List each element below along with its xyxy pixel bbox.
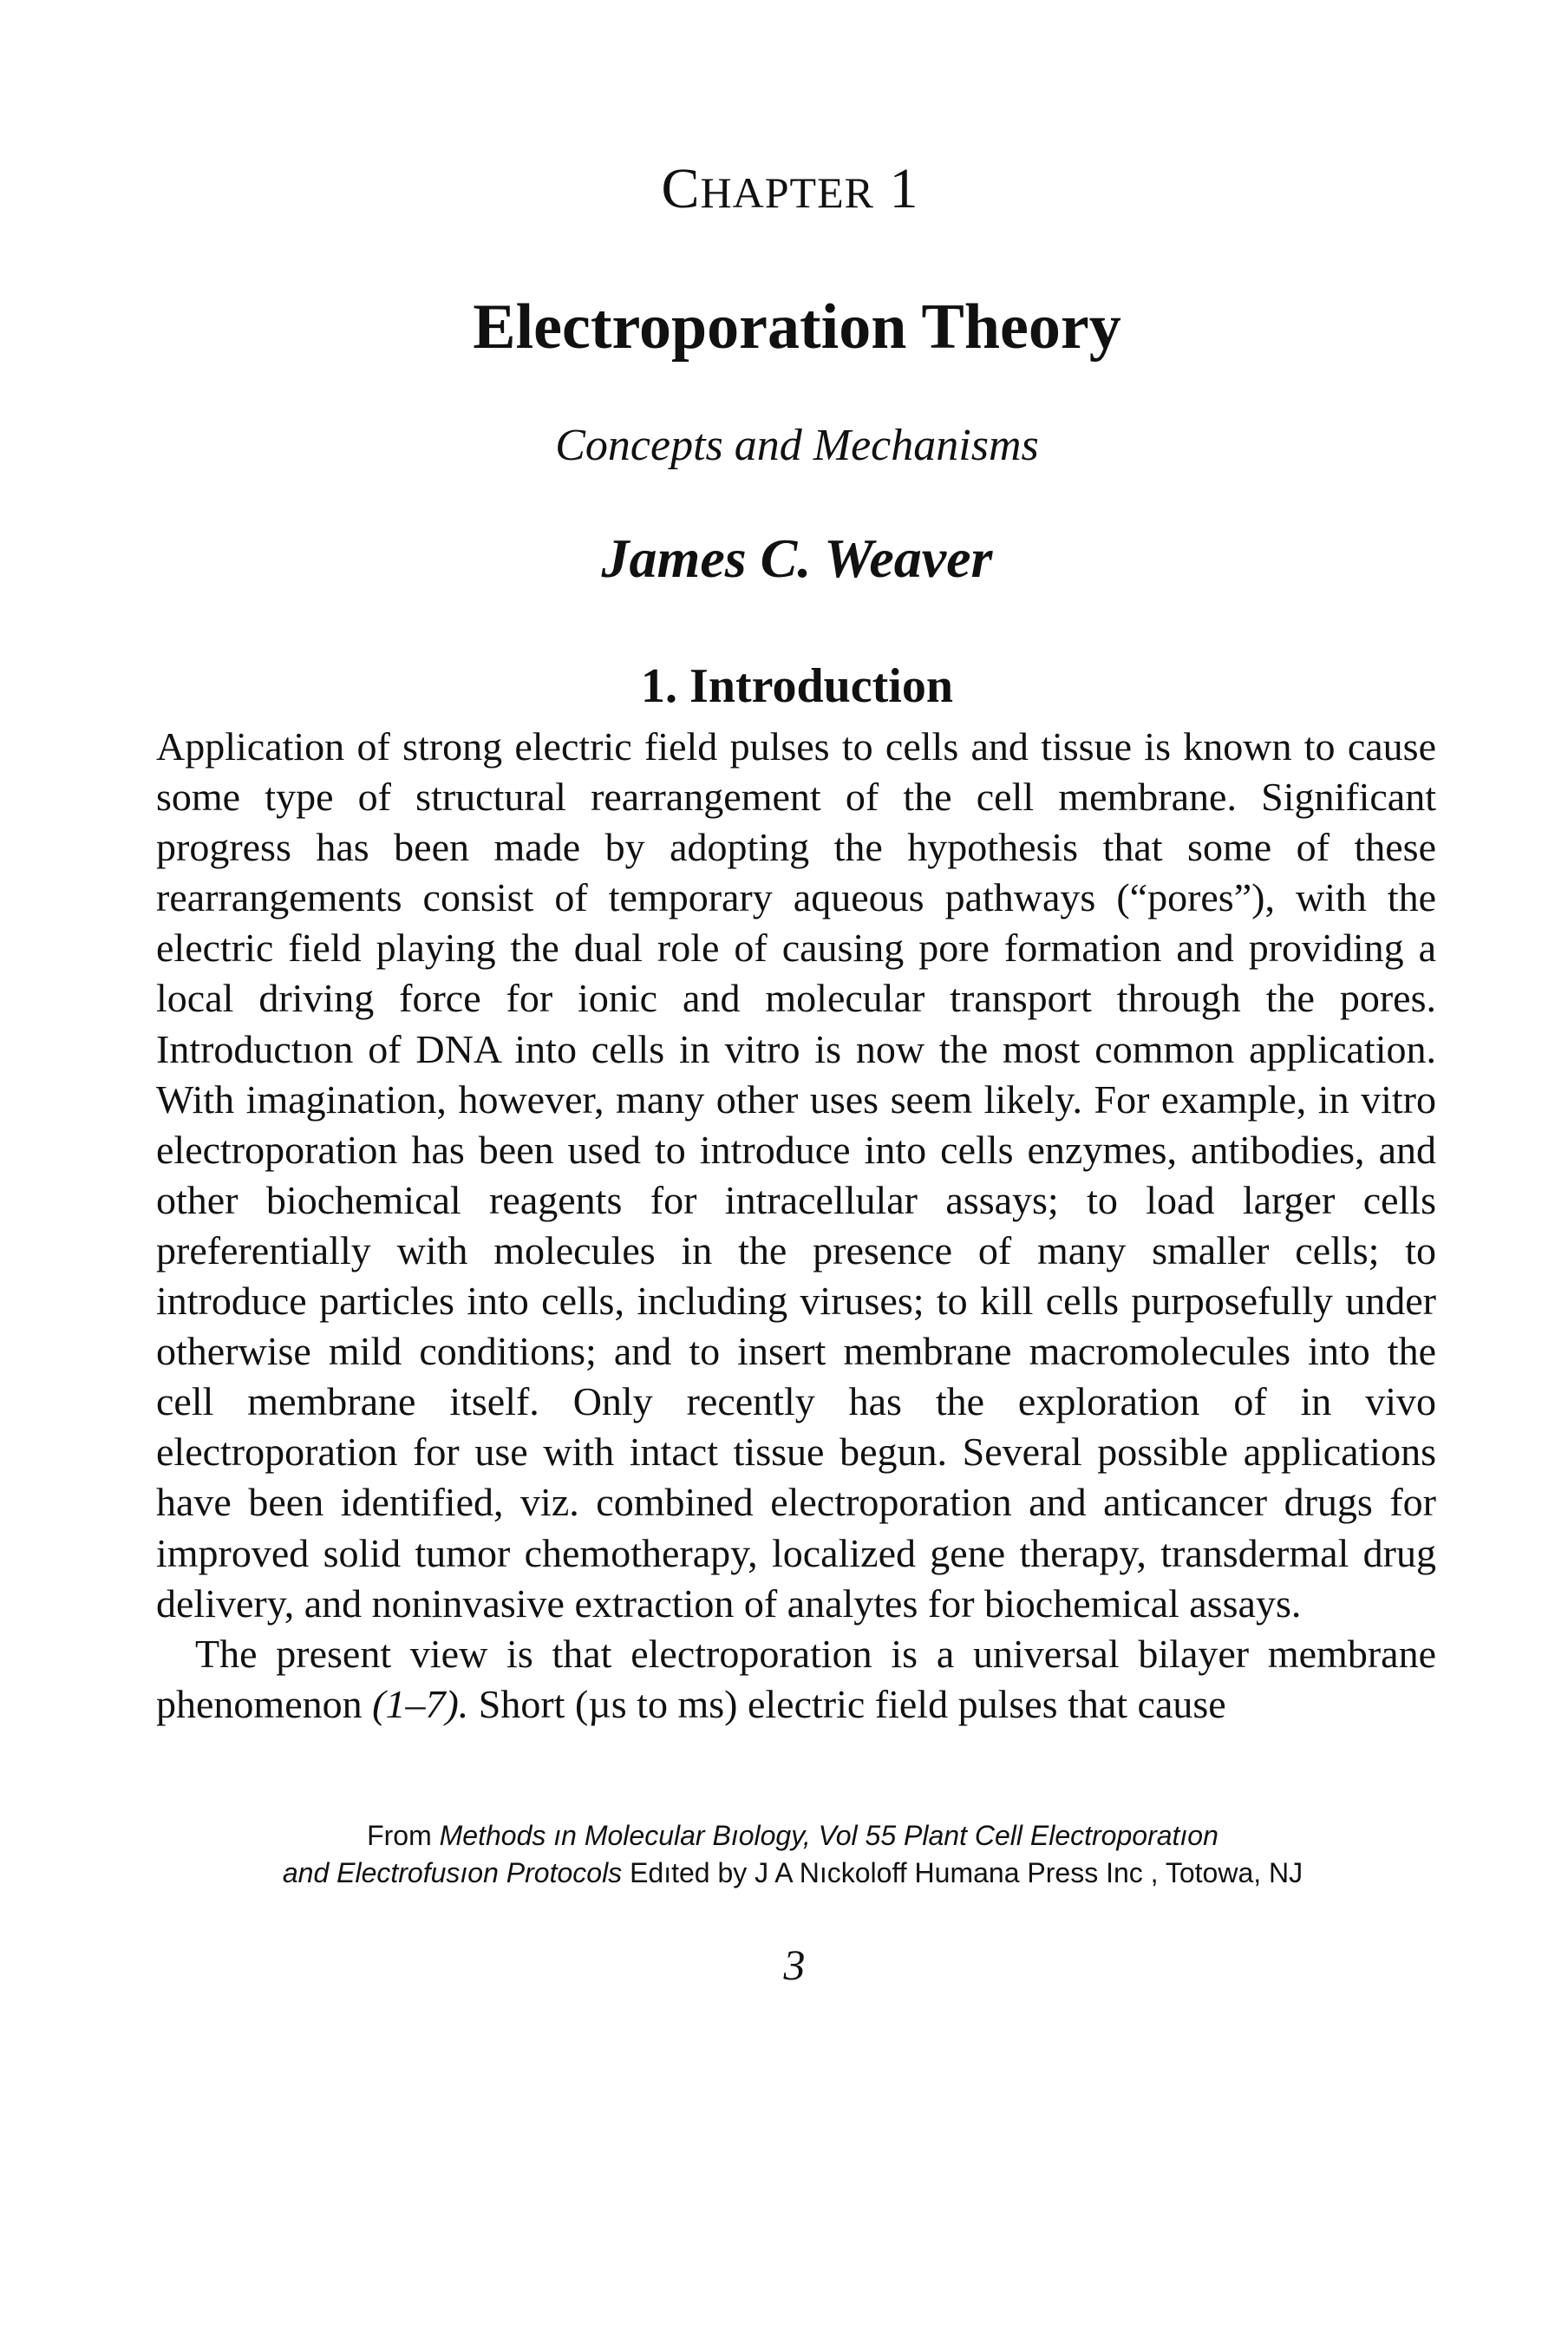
author-name: James C. Weaver xyxy=(601,527,993,589)
chapter-number: 1 xyxy=(889,157,919,220)
paragraph-2-start: The present view is that electroporation is a universal bilayer membrane phenomenon xyxy=(156,1631,1436,1726)
paragraph-2 xyxy=(156,1629,1436,1730)
chapter-label-initial: C xyxy=(661,157,701,220)
footnote-series: Methods ın Molecular Bıology, Vol 55 xyxy=(439,1820,897,1851)
chapter-title: Electroporation Theory xyxy=(473,291,1121,363)
paragraph-2-end: Short (µs to ms) electric field pulses that cause xyxy=(468,1681,1226,1726)
body-text xyxy=(156,722,1436,1730)
footnote-volume-title-a: Plant Cell Electroporatıon xyxy=(904,1820,1218,1851)
paragraph-1: Application of strong electric field pulses to cells and tissue is known to cause some type of structural rearrangement of the cell membrane. Significant progress has been made by adopting the hypothesis that some of these rearrangements consist of temporary aqueous pathways (“pores”), with the electric field playing the dual role of causing pore formation and providing a local driving force for ionic and molecular transport through the pores. Introductıon of DNA into cells in vitro is now the most common application. With imagination, however, many other uses seem likely. For example, in vitro electroporation has been used to introduce into cells enzymes, antibodies, and other biochemical reagents for intracellular assays; to load larger cells preferentially with molecules in the presence of many smaller cells; to introduce particles into cells, including viruses; to kill cells purposefully under otherwise mild conditions; and to insert membrane macromolecules into the cell membrane itself. Only recently has the exploration of in vivo electroporation for use with intact tissue begun. Several possible applications have been identified, viz. combined electroporation and anticancer drugs for improved solid tumor chemotherapy, localized gene therapy, transdermal drug delivery, and noninvasive extraction of analytes for biochemical assays. xyxy=(156,724,1436,1626)
footnote-line-1 xyxy=(17,1817,1568,1855)
footnote-volume-title-b: and Electrofusıon Protocols xyxy=(282,1857,623,1888)
chapter-label-rest: HAPTER xyxy=(700,168,874,217)
footnote-edited-by: Edıted by J A Nıckoloff Humana Press Inc , Totowa, NJ xyxy=(630,1857,1303,1888)
chapter-subtitle: Concepts and Mechanisms xyxy=(555,421,1039,470)
source-footnote xyxy=(0,1817,1568,1892)
citation-reference: (1–7). xyxy=(372,1681,469,1726)
chapter-label xyxy=(0,157,1568,220)
footnote-line-2 xyxy=(17,1855,1568,1892)
footnote-from: From xyxy=(367,1820,432,1851)
section-heading: 1. Introduction xyxy=(641,659,953,713)
page-number: 3 xyxy=(783,1940,806,1989)
